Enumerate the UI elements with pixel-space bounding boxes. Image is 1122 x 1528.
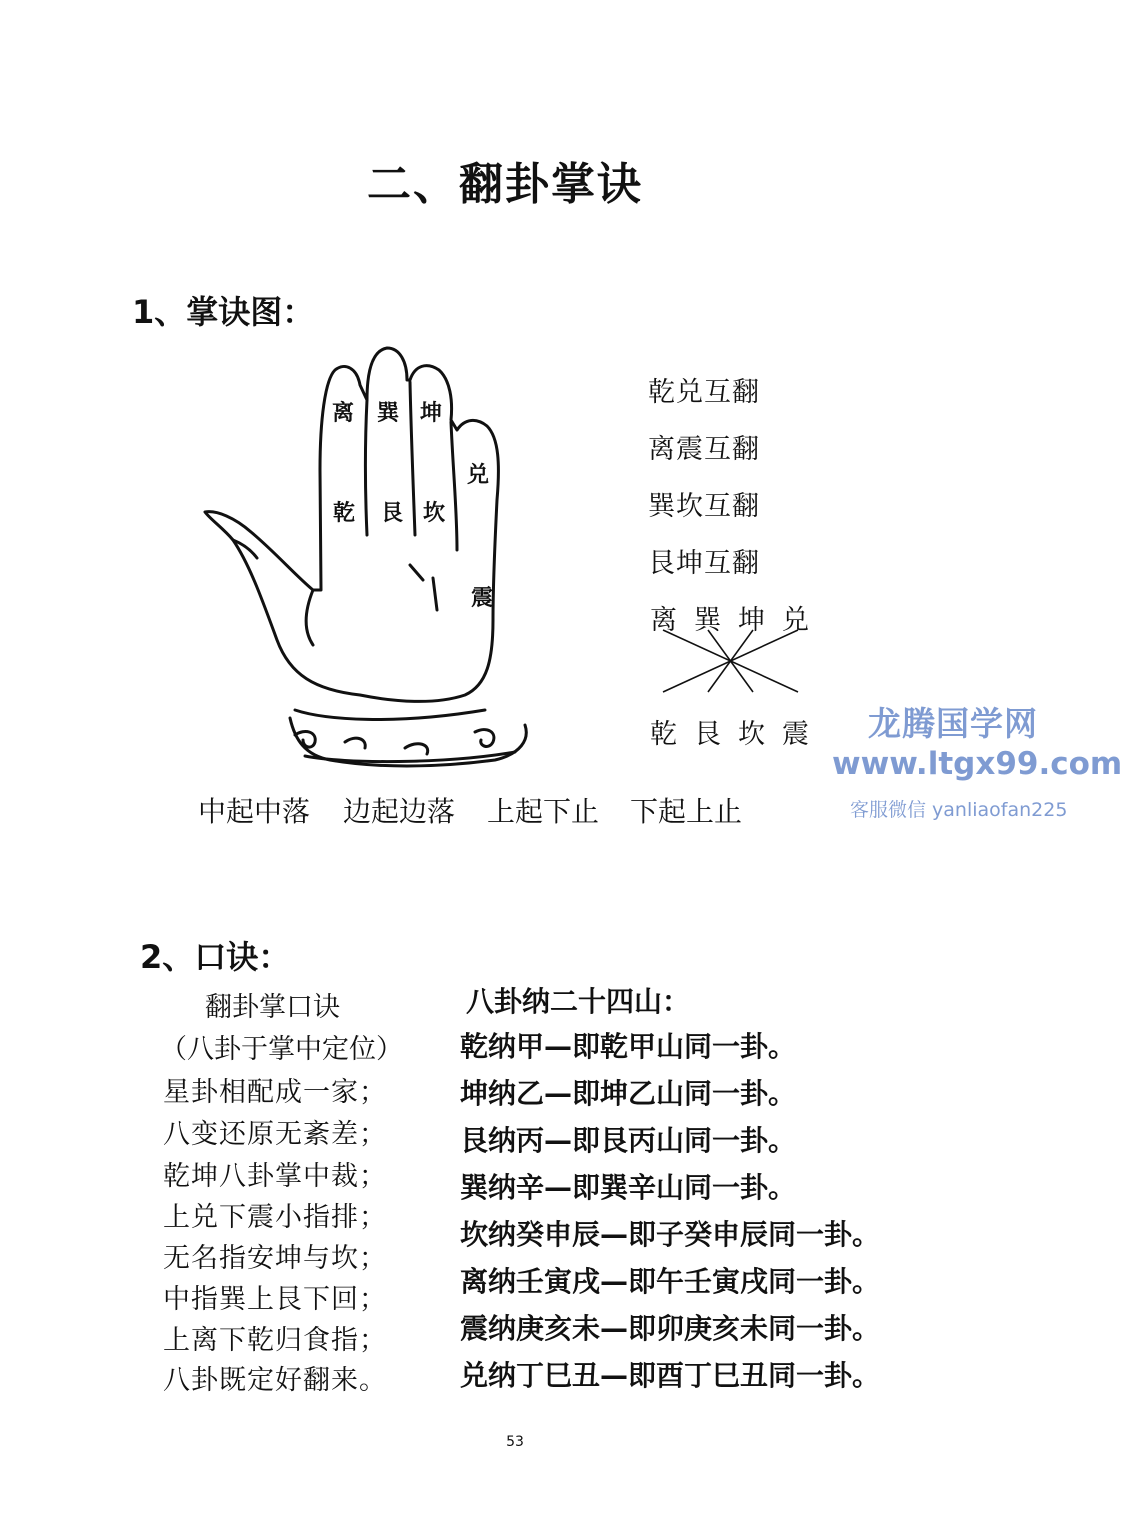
watermark-contact: 客服微信 yanliaofan225 <box>850 799 1068 821</box>
poem-line: 无名指安坤与坎； <box>163 1243 387 1274</box>
watermark-brand: 龙腾国学网 <box>868 704 1038 743</box>
swap-item: 艮坤互翻 <box>648 548 760 579</box>
na-line: 坤纳乙—即坤乙山同一卦。 <box>460 1077 797 1110</box>
cross-bottom-3: 坎 <box>738 719 765 750</box>
section1-heading: 1、掌诀图： <box>132 293 315 331</box>
hand-outline-icon <box>205 348 526 766</box>
swap-item: 巽坎互翻 <box>648 491 760 522</box>
poem-line: 上兑下震小指排； <box>163 1202 387 1233</box>
poem-title: 翻卦掌口诀 <box>205 992 340 1023</box>
page-number: 53 <box>506 1434 524 1450</box>
cross-top-3: 坤 <box>738 605 765 636</box>
hand-label-little-top: 兑 <box>467 462 490 488</box>
na-line: 兑纳丁巳丑—即酉丁巳丑同一卦。 <box>460 1359 881 1392</box>
cross-top-1: 离 <box>650 605 677 636</box>
na-line: 乾纳甲—即乾甲山同一卦。 <box>460 1030 797 1063</box>
poem-subtitle: （八卦于掌中定位） <box>160 1034 403 1065</box>
poem-line: 八卦既定好翻来。 <box>163 1365 387 1396</box>
hand-label-index-top: 离 <box>332 400 355 426</box>
na-line: 巽纳辛—即巽辛山同一卦。 <box>460 1171 797 1204</box>
section2-heading: 2、口诀： <box>140 938 291 976</box>
poem-line: 中指巽上艮下回； <box>163 1284 387 1315</box>
na-line: 艮纳丙—即艮丙山同一卦。 <box>460 1124 797 1157</box>
poem-line: 星卦相配成一家； <box>163 1077 387 1108</box>
na-line: 离纳壬寅戌—即午壬寅戌同一卦。 <box>460 1265 881 1298</box>
hand-label-middle-bottom: 艮 <box>381 500 404 526</box>
swap-item: 离震互翻 <box>648 434 760 465</box>
hand-label-index-bottom: 乾 <box>333 500 356 526</box>
hand-label-little-bottom: 震 <box>471 585 494 611</box>
rule-item: 边起边落 <box>343 795 456 828</box>
hand-label-middle-top: 巽 <box>377 400 400 426</box>
na-line: 震纳庚亥未—即卯庚亥未同一卦。 <box>460 1312 881 1345</box>
na-title: 八卦纳二十四山： <box>466 985 691 1018</box>
page-title: 二、翻卦掌诀 <box>367 159 643 210</box>
na-line: 坎纳癸申辰—即子癸申辰同一卦。 <box>460 1218 881 1251</box>
poem-line: 上离下乾归食指； <box>163 1325 387 1356</box>
cross-top-4: 兑 <box>782 605 809 636</box>
cross-bottom-4: 震 <box>782 719 809 750</box>
palm-diagram <box>195 340 540 780</box>
poem-line: 八变还原无紊差； <box>163 1119 387 1150</box>
swap-item: 乾兑互翻 <box>648 377 760 408</box>
poem-line: 乾坤八卦掌中裁； <box>163 1161 387 1192</box>
cross-top-2: 巽 <box>694 605 721 636</box>
cross-bottom-2: 艮 <box>694 719 721 750</box>
watermark-url: www.ltgx99.com <box>832 746 1122 782</box>
hand-label-ring-top: 坤 <box>420 400 443 426</box>
rule-item: 中起中落 <box>198 795 311 828</box>
rule-item: 上起下止 <box>487 795 600 828</box>
hand-label-ring-bottom: 坎 <box>423 500 446 526</box>
rule-item: 下起上止 <box>630 795 743 828</box>
cross-bottom-1: 乾 <box>650 719 677 750</box>
